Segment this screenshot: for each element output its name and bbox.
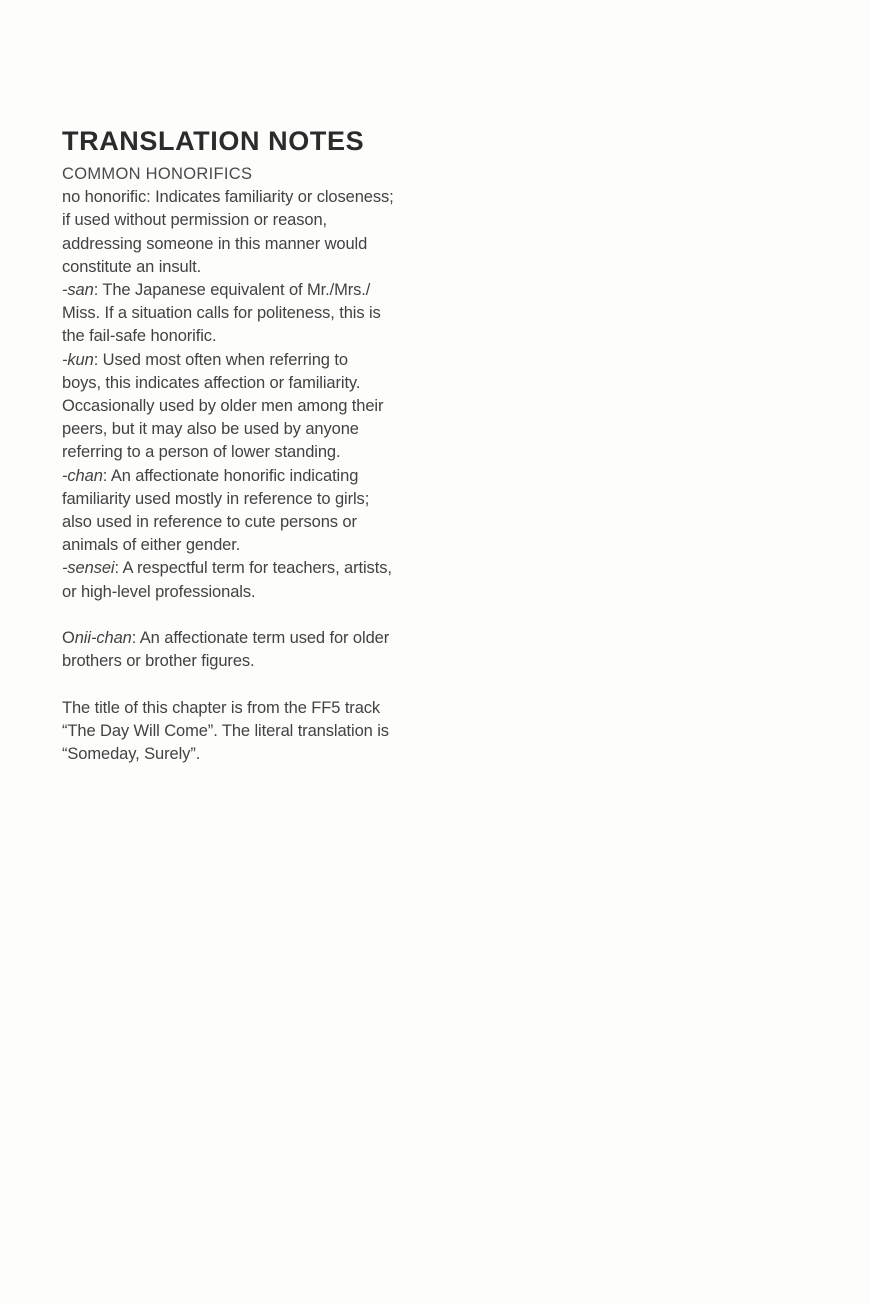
text-segment: : Used most often when referring to [93,350,348,369]
blank-line [62,604,432,627]
text-segment: peers, but it may also be used by anyone [62,420,359,439]
honorific-term: -sensei [62,559,115,578]
notes-body [62,163,432,766]
text-segment: Occasionally used by older men among their [62,397,384,416]
text-line [62,256,432,279]
text-line [62,488,432,511]
text-segment: familiarity used mostly in reference to girls; [62,489,370,508]
text-line [62,627,432,650]
text-segment: if used without permission or reason, [62,211,328,230]
text-line [62,395,432,418]
text-line [62,372,432,395]
text-segment: addressing someone in this manner would [62,234,368,253]
text-line [62,302,432,325]
honorific-term: -kun [62,350,94,369]
text-segment: “The Day Will Come”. The literal translation is [62,721,389,740]
text-line [62,418,432,441]
text-line [62,557,432,580]
text-segment: : A respectful term for teachers, artists, [114,559,392,578]
honorific-term: nii-chan [74,629,132,648]
text-segment: boys, this indicates affection or familiarity. [62,373,361,392]
text-line [62,279,432,302]
notes-lines [62,186,432,766]
text-segment: O [62,629,75,648]
text-line [62,743,432,766]
text-segment: The title of this chapter is from the FF5 track [62,698,381,717]
text-segment: “Someday, Surely”. [62,745,201,764]
text-segment: no honorific: Indicates familiarity or closeness; [62,188,394,207]
text-line [62,349,432,372]
text-segment: constitute an insult. [62,257,202,276]
text-segment: : An affectionate honorific indicating [102,466,359,485]
text-line [62,209,432,232]
text-segment: : An affectionate term used for older [131,629,390,648]
blank-line [62,673,432,696]
text-segment: referring to a person of lower standing. [62,443,341,462]
text-line [62,233,432,256]
notes-heading: COMMON HONORIFICS [62,165,253,183]
text-line [62,465,432,488]
text-line [62,186,432,209]
text-segment: brothers or brother figures. [62,652,255,671]
text-segment: also used in reference to cute persons or [62,513,357,532]
text-segment: animals of either gender. [62,536,241,555]
text-line [62,720,432,743]
text-line [62,650,432,673]
text-segment: or high-level professionals. [62,582,256,601]
honorific-term: -chan [62,466,103,485]
text-segment: the fail-safe honorific. [62,327,217,346]
text-segment: Miss. If a situation calls for politeness, this is [62,304,381,323]
honorific-term: -san [62,281,94,300]
page-title: TRANSLATION NOTES [62,126,365,157]
text-segment: : The Japanese equivalent of Mr./Mrs./ [93,281,371,300]
text-line [62,511,432,534]
text-line [62,325,432,348]
text-line [62,441,432,464]
text-line [62,534,432,557]
text-line [62,581,432,604]
text-line [62,697,432,720]
